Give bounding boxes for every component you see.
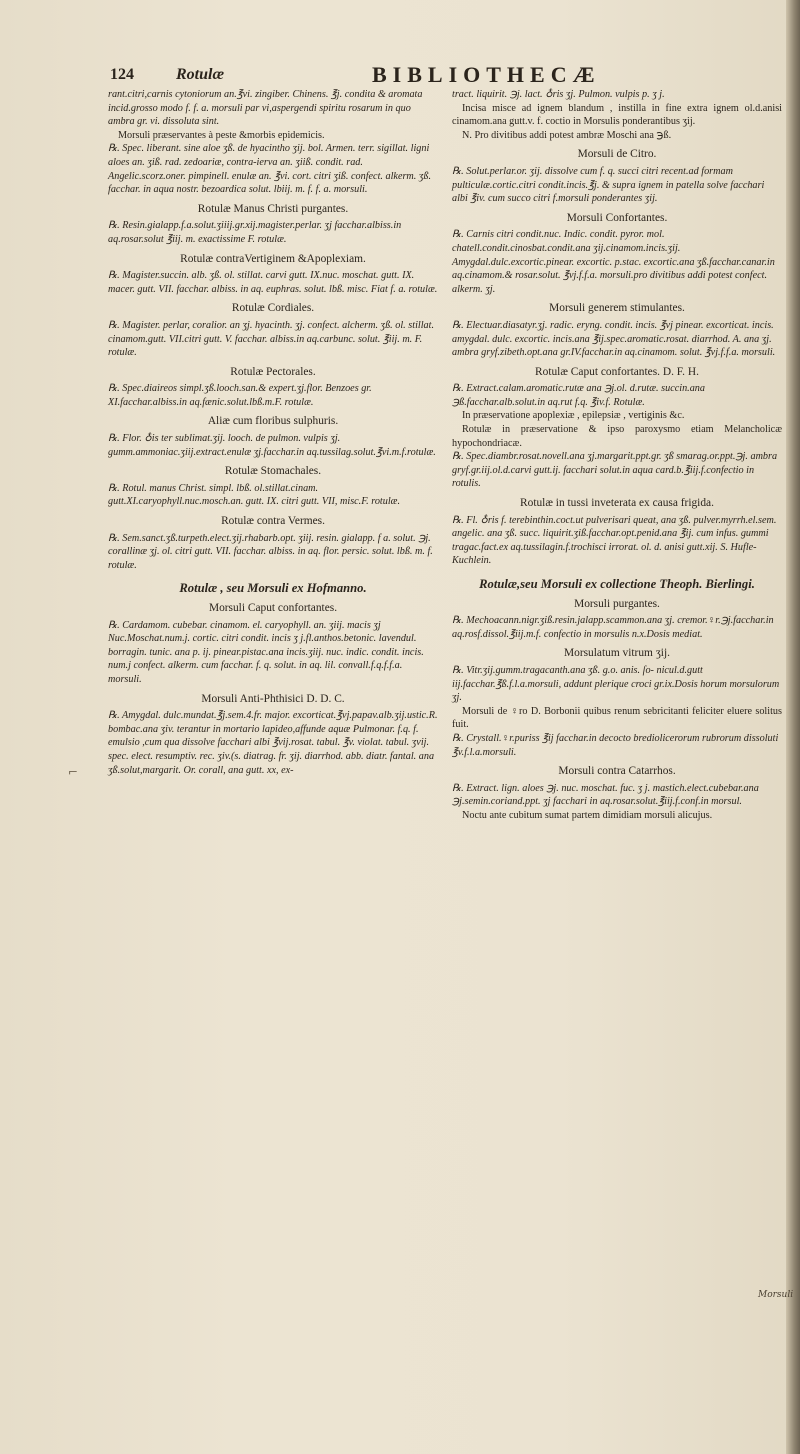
recipe-text: tract. liquirit. ℈j. lact. ♁ris ʒj. Pulmon. vulpis p. ʒ j. <box>452 89 665 100</box>
running-header <box>110 62 790 88</box>
recipe-text: ℞. Magister. perlar, coralior. an ʒj. hyacinth. ʒj. confect. alcherm. ʒß. ol. stillat. cinamom.gutt. VII.citri gutt. V. facchar. albiss.in aq.carbunc. solut. ℥iij. m. F. rotulæ. <box>108 319 435 359</box>
section-heading: Rotulæ Cordiales. <box>231 302 315 315</box>
section-heading: Morsuli contra Catarrhos. <box>558 765 676 778</box>
paragraph: Morsuli de ♀ro D. Borbonii quibus renum sebricitanti feliciter eluere solitus fuit. <box>452 705 782 731</box>
recipe-text: ℞. Carnis citri condit.nuc. Indic. condit. pyror. mol. chatell.condit.cinosbat.condit.ana ʒij.cinamom.incis.ʒij. Amygdal.dulc.excortic.pinear. excortic. p.stac. excortic.ana ʒß.facchar.canar.in aq.cinamom.& rosar.solut. ℥vj.f.f.a. morsuli.pro divitibus addi potest confect. alkerm. ʒj. <box>452 229 775 295</box>
section-heading: Morsuli Confortantes. <box>566 211 668 224</box>
recipe-text: ℞. Mechoacann.nigr.ʒiß.resin.jalapp.scammon.ana ʒj. cremor.♀r.℈j.facchar.in aq.rosf.dissol.℥iij.m.f. confectio in morsulis n.x.Dosis mediat. <box>452 615 774 640</box>
recipe-text: ℞. Fl. ♁ris f. terebinthin.coct.ut pulverisari queat, ana ʒß. pulver.myrrh.el.sem. angelic. ana ʒß. succ. liquirit.ʒiß.facchar.opt.penid.ana ℥ij. cum infus. gummi tragac.fact.ex aq.tussilagin.f.trochisci irrorat. ol. d. anisi gutt.xij. S. Hufle-Kuchlein. <box>452 514 777 567</box>
section-heading: Morsuli de Citro. <box>577 148 657 161</box>
margin-mark: ⌐ <box>68 765 79 779</box>
right-column <box>452 88 782 823</box>
recipe-text: ℞. Extract. lign. aloes ℈j. nuc. moschat. fuc. ʒ j. mastich.elect.cubebar.ana ℈j.semin.coriand.ppt. ʒj facchari in aq.rosar.solut.℥iij.f.conf.in morsul. <box>452 782 759 808</box>
section-heading: Morsuli generem stimulantes. <box>549 302 685 315</box>
page-title: BIBLIOTHECÆ <box>372 62 601 87</box>
recipe-text: ℞. Sem.sanct.ʒß.turpeth.elect.ʒij.rhabarb.opt. ʒiij. resin. gialapp. f a. solut. ℈j. corallinæ ʒj. ol. citri gutt. VII. facchar. albiss. in aq. flor. persic. solut. lbß. m. f. rotulæ. <box>108 532 433 571</box>
paragraph: Morsuli præservantes à peste &morbis epidemicis. <box>118 129 325 141</box>
recipe-text: ℞. Resin.gialapp.f.a.solut.ʒiiij.gr.xij.magister.perlar. ʒj facchar.albiss.in aq.rosar.solut ℥iij. m. exactissime F. rotulæ. <box>108 220 402 245</box>
section-heading: Morsulatum vitrum ʒij. <box>564 647 670 660</box>
section-heading: Rotulæ , seu Morsuli ex Hofmanno. <box>179 581 367 596</box>
page-number: 124 <box>110 66 134 83</box>
recipe-text: rant.citri,carnis cytoniorum an.℥vi. zingiber. Chinens. ℥j. condita & aromata incid.grosso modo f. f. a. morsuli par vi,aspergendi spiritu rosarum in quo ambra gr. vi. dissoluta sint. <box>108 89 423 128</box>
section-heading: Rotulæ contra Vermes. <box>221 515 325 528</box>
recipe-text: ℞. Cardamom. cubebar. cinamom. el. caryophyll. an. ʒiij. macis ʒj Nuc.Moschat.num.j. cortic. citri condit. incis ʒ j.fl.anthos.betonic. lavendul. borragin. tunic. ana p. ij. pinear.pistac.ana incis.ʒiij. nuc. indic. condit. incis. num.j confect. alkerm. cum facchar. f. q. solut. in aq. lil. convall.f.q.f.f.a. morsuli. <box>108 619 424 685</box>
paragraph: Incisa misce ad ignem blandum , instilla in fine extra ignem ol.d.anisi cinamom.ana gutt.v. f. coctio in Morsulis ponderantibus ʒij. <box>452 102 782 128</box>
section-heading: Morsuli Anti-Phthisici D. D. C. <box>201 692 345 705</box>
marginal-note: Morsuli <box>758 1290 794 1300</box>
recipe-text: ℞. Spec.diambr.rosat.novell.ana ʒj.margarit.ppt.gr. ʒß smarag.or.ppt.℈j. ambra gryf.gr.iij.ol.d.carvi gutt.ij. facchari solut.in aqua card.b.℥iij.f.confectio in rotulis. <box>452 451 778 490</box>
section-heading: Rotulæ,seu Morsuli ex collectione Theoph. Bierlingi. <box>479 577 755 591</box>
section-heading: Rotulæ Caput confortantes. D. F. H. <box>535 365 699 378</box>
recipe-text: ℞. Rotul. manus Christ. simpl. lbß. ol.stillat.cinam. gutt.XI.caryophyll.nuc.mosch.an. gutt. IX. citri gutt. VII, misc.F. rotulæ. <box>108 482 401 508</box>
recipe-text: ℞. Spec.diaireos simpl.ʒß.looch.san.& expert.ʒj.flor. Benzoes gr. XI.facchar.albiss.in aq.fænic.solut.lbß.m.F. rotulæ. <box>108 383 372 408</box>
section-heading: Morsuli purgantes. <box>574 597 660 610</box>
recipe-text: ℞. Spec. liberant. sine aloe ʒß. de hyacintho ʒij. bol. Armen. terr. sigillat. ligni aloes an. ʒiß. rad. zedoariæ, contra-ierva an. ʒiiß. condit. rad. Angelic.scorz.oner. pimpinell. enulæ an. ℥vi. cort. citri ʒiß. confect. alkerm. ʒß. facchar. in aqua nostr. bezoardica solut. lbiij. m. f. f. a. morsuli. <box>108 143 432 196</box>
section-heading: Rotulæ in tussi inveterata ex causa frigida. <box>520 497 714 510</box>
left-column <box>108 88 438 777</box>
recipe-text: ℞. Extract.calam.aromatic.rutæ ana ℈j.ol. d.rutæ. succin.ana ℈ß.facchar.alb.solut.in aq.rut f.q. ℥iv.f. Rotulæ. <box>452 383 705 408</box>
recipe-text: ℞. Solut.perlar.or. ʒij. dissolve cum f. q. succi citri recent.ad formam pulticulæ.cortic.citri condit.incis.℥j. & supra ignem in patella solve facchari albi ℥iv. cum succo citri f.morsuli ponderantes ʒij. <box>452 165 765 205</box>
recipe-text: ℞. Flor. ♁is ter sublimat.ʒij. looch. de pulmon. vulpis ʒj. gumm.ammoniac.ʒiij.extract.enulæ ʒj.facchar.in aq.tussilag.solut.℥vi.m.f.rotulæ. <box>108 433 436 458</box>
recipe-text: ℞. Vitr.ʒij.gumm.tragacanth.ana ʒß. g.o. anis. ſo- nicul.d.gutt iij.facchar.℥ß.f.l.a.morsuli, addunt plerique croci gr.ix.Dosis horum morsulorum ʒj. <box>452 664 780 704</box>
paragraph: N. Pro divitibus addi potest ambræ Moschi ana ℈ß. <box>462 129 672 141</box>
section-heading: Aliæ cum floribus sulphuris. <box>207 415 339 428</box>
paragraph: Rotulæ in præservatione & ipso paroxysmo etiam Melancholicæ hypochondriacæ. <box>452 424 782 449</box>
recipe-text: ℞. Magister.succin. alb. ʒß. ol. stillat. carvi gutt. IX.nuc. moschat. gutt. IX. macer. gutt. VII. facchar. albiss. in aq. euphras. solut. lbß. misc. Fiat f. a. rotulæ. <box>108 270 438 295</box>
section-heading: Rotulæ Manus Christi purgantes. <box>197 202 349 215</box>
recipe-text: ℞. Electuar.diasatyr.ʒj. radic. eryng. condit. incis. ℥vj pinear. excorticat. incis. amygdal. dulc. excortic. incis.ana ℥ij.spec.aromatic.rosat. diarrhod. A. ana ʒj. ambra gryf.zibeth.opt.ana gr.IV.facchar.in aq.cinamom. solut. ℥vj.f.f.a. morsuli. <box>452 319 776 359</box>
section-heading: Morsuli Caput confortantes. <box>208 602 338 614</box>
running-head: Rotulæ <box>176 66 225 83</box>
section-heading: Rotulæ Pectorales. <box>230 365 316 378</box>
section-heading: Rotulæ contraVertiginem &Apoplexiam. <box>180 252 366 265</box>
recipe-text: ℞. Amygdal. dulc.mundat.℥j.sem.4.fr. major. excorticat.℥vj.papav.alb.ʒij.ustic.R. bombac.ana ʒiv. terantur in mortario lapideo,affunde aquæ Pulmonar. f.q. f. emulsio ,cum qua dissolve facchari albi ℥vij.rosat. tabul. ℥v. violat. tabul. ʒvij. spec. elect. resumptiv. rec. ʒiv.(s. diatrag. fr. ʒij. diarrhod. abb. diatr. fantal. ana ʒß.solut,margarit. Or. corall, ana gutt. xx, ex- <box>108 710 438 776</box>
page-edge <box>786 0 800 1454</box>
paragraph: In præservatione apoplexiæ , epilepsiæ , vertiginis &c. <box>462 410 685 422</box>
paragraph: Noctu ante cubitum sumat partem dimidiam morsuli alicujus. <box>462 809 713 821</box>
recipe-text: ℞. Crystall.♀r.puriss ℥ij facchar.in decocto brediolicerorum rubrorum dissoluti ℥v.f.l.a.morsuli. <box>452 732 779 758</box>
section-heading: Rotulæ Stomachales. <box>224 465 322 478</box>
